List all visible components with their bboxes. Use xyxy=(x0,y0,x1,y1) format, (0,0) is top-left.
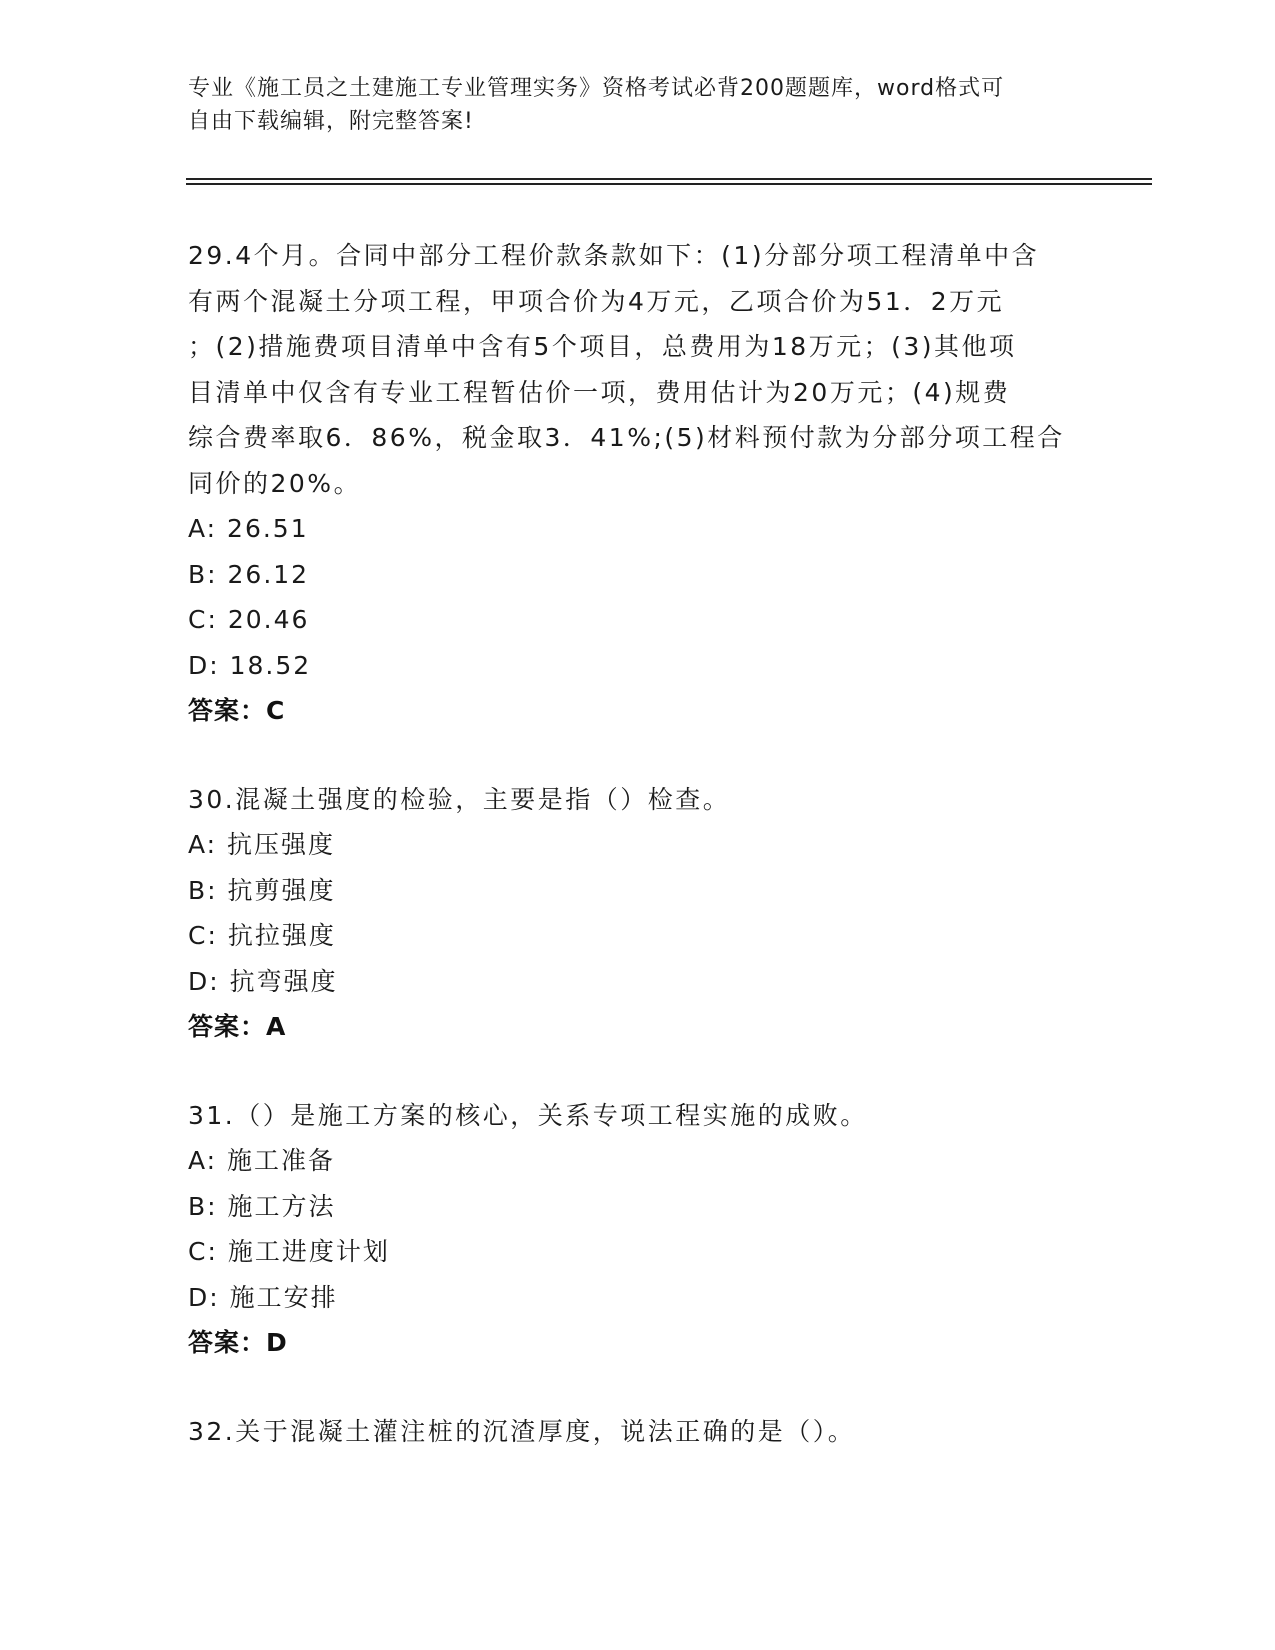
stem-line: 31.（）是施工方案的核心，关系专项工程实施的成败。 xyxy=(188,1100,868,1130)
option-c: C: 施工进度计划 xyxy=(188,1237,390,1266)
option-b: B: 抗剪强度 xyxy=(188,875,336,905)
question-31 xyxy=(188,1093,1088,1366)
question-stem xyxy=(188,1409,1088,1455)
option-a: A: 施工准备 xyxy=(188,1146,336,1175)
document-header xyxy=(188,72,1068,138)
stem-line: 30.混凝土强度的检验，主要是指（）检查。 xyxy=(188,784,731,814)
option-a: A: 抗压强度 xyxy=(188,830,336,859)
question-30 xyxy=(188,777,1088,1050)
option-d: D: 抗弯强度 xyxy=(188,966,338,996)
stem-line: ；(2)措施费项目清单中含有5个项目，总费用为18万元；(3)其他项 xyxy=(188,332,1017,361)
question-29 xyxy=(188,233,1088,734)
question-stem xyxy=(188,233,1088,506)
question-stem xyxy=(188,1093,1088,1139)
question-list xyxy=(188,233,1088,1454)
header-line-2: 自由下载编辑，附完整答案! xyxy=(188,109,474,134)
option-a: A: 26.51 xyxy=(188,514,309,543)
stem-line: 同价的20%。 xyxy=(188,468,362,498)
header-divider-top xyxy=(186,178,1152,180)
stem-line: 综合费率取6．86%，税金取3．41%;(5)材料预付款为分部分项工程合 xyxy=(188,423,1065,452)
header-divider-bottom xyxy=(186,183,1152,185)
answer: 答案：A xyxy=(188,1012,287,1041)
stem-line: 29.4个月。合同中部分工程价款条款如下：(1)分部分项工程清单中含 xyxy=(188,241,1040,270)
option-c: C: 抗拉强度 xyxy=(188,921,336,950)
question-stem xyxy=(188,777,1088,823)
option-d: D: 施工安排 xyxy=(188,1282,338,1312)
option-b: B: 施工方法 xyxy=(188,1191,336,1221)
stem-line: 目清单中仅含有专业工程暂估价一项，费用估计为20万元；(4)规费 xyxy=(188,377,1011,407)
header-line-1: 专业《施工员之土建施工专业管理实务》资格考试必背200题题库，word格式可 xyxy=(188,76,1005,101)
stem-line: 32.关于混凝土灌注桩的沉渣厚度，说法正确的是（）。 xyxy=(188,1416,856,1446)
option-c: C: 20.46 xyxy=(188,605,310,634)
answer: 答案：C xyxy=(188,696,286,725)
answer: 答案：D xyxy=(188,1328,288,1357)
question-32 xyxy=(188,1409,1088,1455)
option-d: D: 18.52 xyxy=(188,650,312,680)
stem-line: 有两个混凝土分项工程，甲项合价为4万元，乙项合价为51．2万元 xyxy=(188,286,1005,316)
option-b: B: 26.12 xyxy=(188,559,310,589)
